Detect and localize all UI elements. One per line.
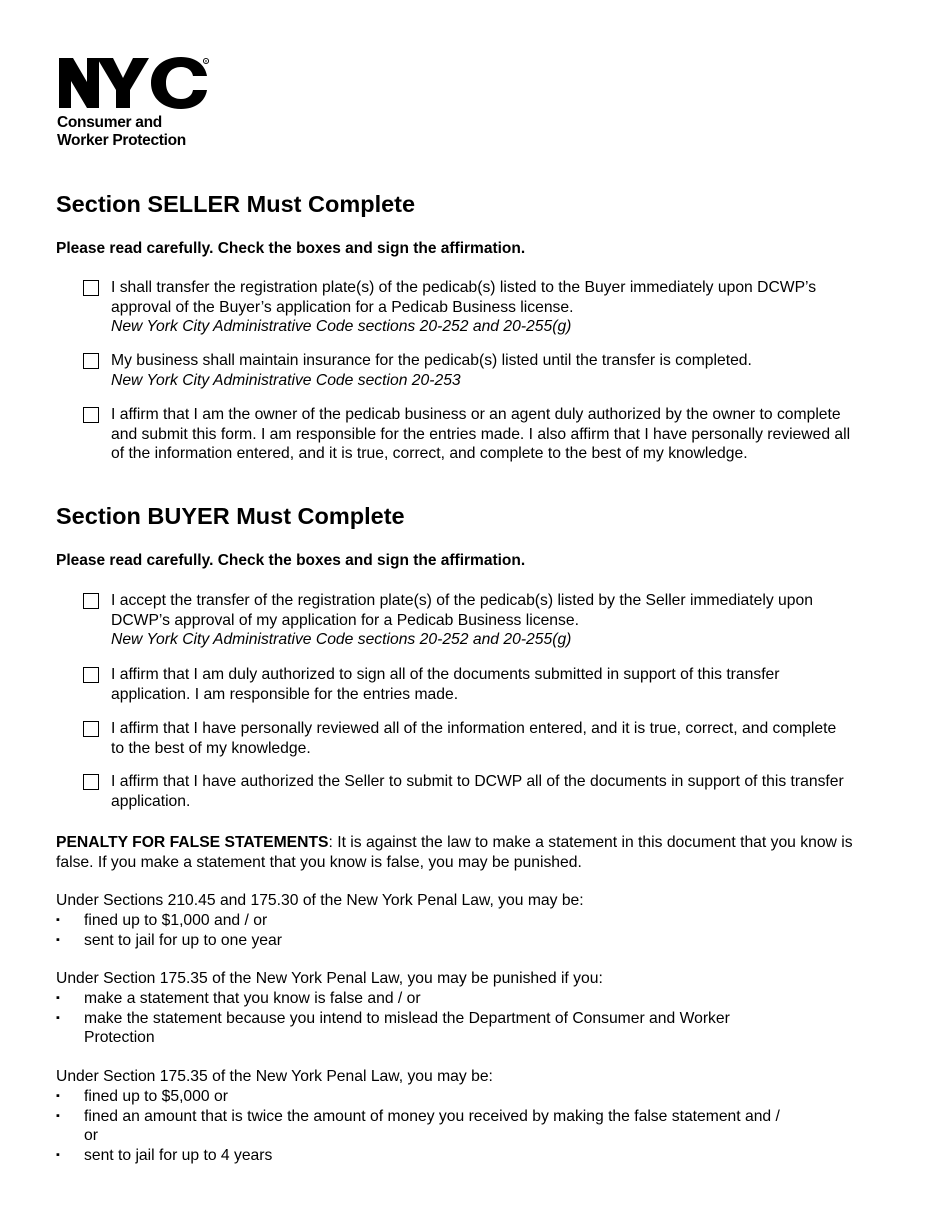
buyer-item-1-text <box>111 591 853 650</box>
nyc-logo-mark <box>57 56 211 110</box>
penalty-group3-list <box>56 1087 856 1165</box>
penalty-group2-list <box>56 989 856 1048</box>
bullet-icon: ▪ <box>56 1109 60 1122</box>
buyer-item-2-statement: I affirm that I am duly authorized to sign all of the documents submitted in support of this transfer application. I am responsible for the entries made. <box>111 666 780 703</box>
buyer-item-3-text <box>111 719 853 758</box>
penalty-group1-list <box>56 911 856 950</box>
seller-item-1-checkbox[interactable] <box>83 280 99 296</box>
list-item: ▪ make the statement because you intend to mislead the Department of Consumer and Worker Protection <box>56 1009 730 1047</box>
seller-item-1-citation: New York City Administrative Code sections 20-252 and 20-255(g) <box>111 318 572 336</box>
list-item: ▪ make a statement that you know is false and / or <box>56 990 421 1007</box>
buyer-item-1-statement: I accept the transfer of the registration plate(s) of the pedicab(s) listed by the Seller immediately upon DCWP’s approval of my application for a Pedicab Business license. <box>111 592 813 629</box>
list-item: ▪ fined an amount that is twice the amount of money you received by making the false statement and / or <box>56 1107 780 1145</box>
seller-item-1 <box>83 278 853 337</box>
buyer-item-2-checkbox[interactable] <box>83 667 99 683</box>
bullet-icon: ▪ <box>56 1148 60 1161</box>
buyer-item-2-text <box>111 665 853 704</box>
seller-section-title: Section SELLER Must Complete <box>56 191 416 217</box>
buyer-item-1 <box>83 591 853 650</box>
nyc-dcwp-logo <box>57 56 217 150</box>
list-item: ▪ sent to jail for up to one year <box>56 931 282 949</box>
seller-item-3 <box>83 405 853 464</box>
bullet-icon: ▪ <box>56 933 60 946</box>
bullet-icon: ▪ <box>56 992 60 1004</box>
bullet-icon: ▪ <box>56 1090 60 1102</box>
buyer-item-1-checkbox[interactable] <box>83 593 99 609</box>
agency-name <box>57 114 217 150</box>
buyer-item-1-citation: New York City Administrative Code sections 20-252 and 20-255(g) <box>111 631 572 649</box>
seller-item-3-checkbox[interactable] <box>83 407 99 423</box>
seller-item-2-statement: My business shall maintain insurance for the pedicab(s) listed until the transfer is completed. <box>111 352 752 369</box>
agency-name-line2: Worker Protection <box>57 132 186 149</box>
seller-item-1-statement: I shall transfer the registration plate(s) of the pedicab(s) listed to the Buyer immediately upon DCWP’s approval of the Buyer’s application for a Pedicab Business license. <box>111 279 817 316</box>
buyer-item-3 <box>83 719 853 758</box>
seller-item-1-text <box>111 278 853 337</box>
seller-item-2 <box>83 351 853 390</box>
seller-item-3-text <box>111 405 853 464</box>
seller-item-3-statement: I affirm that I am the owner of the pedicab business or an agent duly authorized by the owner to complete and submit this form. I am responsible for the entries made. I also affirm that I have personally reviewed all of the information entered, and it is true, correct, and complete to the best of my knowledge. <box>111 406 851 463</box>
buyer-item-2 <box>83 665 853 704</box>
agency-name-line1: Consumer and <box>57 114 162 131</box>
penalty-group1-intro: Under Sections 210.45 and 175.30 of the New York Penal Law, you may be: <box>56 892 584 909</box>
penalty-label: PENALTY FOR FALSE STATEMENTS <box>56 834 329 851</box>
buyer-item-4-checkbox[interactable] <box>83 774 99 790</box>
bullet-icon: ▪ <box>56 914 60 926</box>
seller-item-2-text <box>111 351 853 390</box>
seller-item-2-citation: New York City Administrative Code section 20-253 <box>111 371 461 389</box>
buyer-item-4-text <box>111 772 853 811</box>
list-item: ▪ sent to jail for up to 4 years <box>56 1146 273 1164</box>
seller-instructions: Please read carefully. Check the boxes and sign the affirmation. <box>56 240 526 257</box>
penalty-group3-intro: Under Section 175.35 of the New York Penal Law, you may be: <box>56 1068 493 1085</box>
penalty-text: : It is against the law to make a statement in this document that you know is false. If you make a statement that you know is false, you may be punished. <box>56 834 853 871</box>
penalty-statement <box>56 833 856 872</box>
buyer-instructions: Please read carefully. Check the boxes and sign the affirmation. <box>56 552 526 569</box>
seller-item-2-checkbox[interactable] <box>83 353 99 369</box>
penalty-group2-intro: Under Section 175.35 of the New York Penal Law, you may be punished if you: <box>56 970 603 987</box>
svg-text:R: R <box>204 59 208 64</box>
buyer-section-title: Section BUYER Must Complete <box>56 503 405 529</box>
list-item: ▪ fined up to $1,000 and / or <box>56 912 268 929</box>
buyer-item-4-statement: I affirm that I have authorized the Seller to submit to DCWP all of the documents in support of this transfer application. <box>111 773 844 810</box>
buyer-item-4 <box>83 772 853 811</box>
buyer-item-3-statement: I affirm that I have personally reviewed all of the information entered, and it is true, correct, and complete to the best of my knowledge. <box>111 720 837 757</box>
list-item: ▪ fined up to $5,000 or <box>56 1088 228 1105</box>
buyer-item-3-checkbox[interactable] <box>83 721 99 737</box>
bullet-icon: ▪ <box>56 1011 60 1024</box>
